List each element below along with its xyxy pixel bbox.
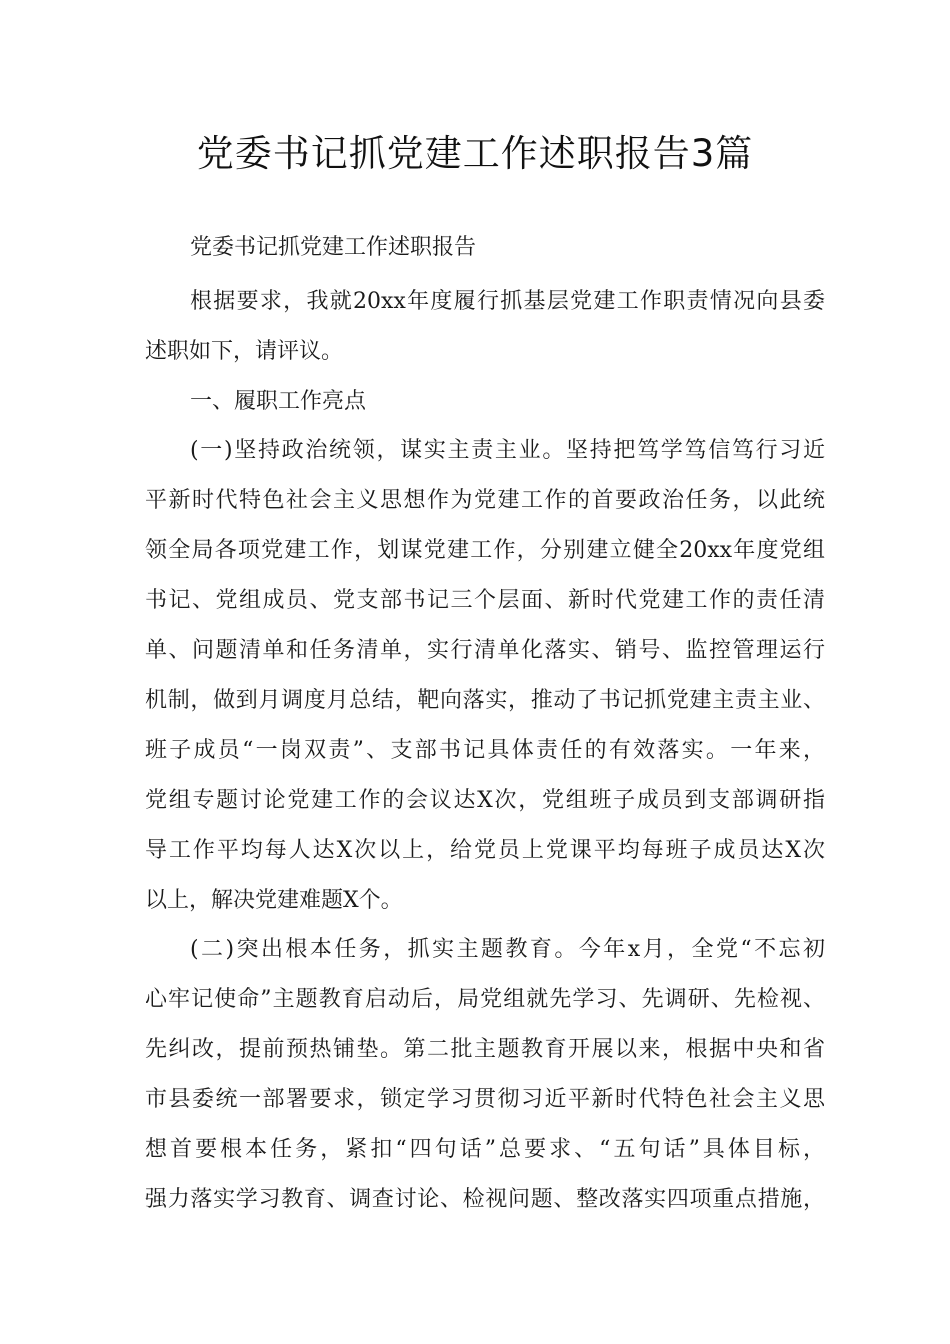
body-line: 想首要根本任务，紧扣“四句话”总要求、“五句话”具体目标，: [145, 1137, 825, 1162]
body-line: 心牢记使命”主题教育启动后，局党组就先学习、先调研、先检视、: [145, 987, 825, 1012]
body-line: 党组专题讨论党建工作的会议达X次，党组班子成员到支部调研指: [145, 788, 825, 813]
document-title: 党委书记抓党建工作述职报告3篇: [196, 132, 754, 175]
body-line: 以上，解决党建难题X个。: [145, 888, 403, 913]
body-line: 导工作平均每人达X次以上，给党员上党课平均每班子成员达X次: [145, 838, 825, 863]
body-line: 班子成员“一岗双责”、支部书记具体责任的有效落实。一年来，: [145, 738, 825, 763]
body-line: 领全局各项党建工作，划谋党建工作，分别建立健全20xx年度党组: [145, 538, 825, 563]
section-heading: 一、履职工作亮点: [190, 389, 367, 414]
subtitle-line: 党委书记抓党建工作述职报告: [190, 235, 477, 260]
body-line: (二)突出根本任务，抓实主题教育。今年x月，全党“不忘初: [190, 937, 825, 962]
body-line: 市县委统一部署要求，锁定学习贯彻习近平新时代特色社会主义思: [145, 1087, 825, 1112]
body-line: 强力落实学习教育、调查讨论、检视问题、整改落实四项重点措施，: [145, 1187, 825, 1212]
body-line: 书记、党组成员、党支部书记三个层面、新时代党建工作的责任清: [145, 588, 825, 613]
body-line: 平新时代特色社会主义思想作为党建工作的首要政治任务，以此统: [145, 488, 825, 513]
body-line: (一)坚持政治统领，谋实主责主业。坚持把笃学笃信笃行习近: [190, 438, 825, 463]
body-line: 机制，做到月调度月总结，靶向落实，推动了书记抓党建主责主业、: [145, 688, 825, 713]
body-line: 单、问题清单和任务清单，实行清单化落实、销号、监控管理运行: [145, 638, 825, 663]
body-line: 先纠改，提前预热铺垫。第二批主题教育开展以来，根据中央和省: [145, 1037, 825, 1062]
body-line: 根据要求，我就20xx年度履行抓基层党建工作职责情况向县委: [190, 289, 825, 314]
body-line: 述职如下，请评议。: [145, 339, 344, 364]
